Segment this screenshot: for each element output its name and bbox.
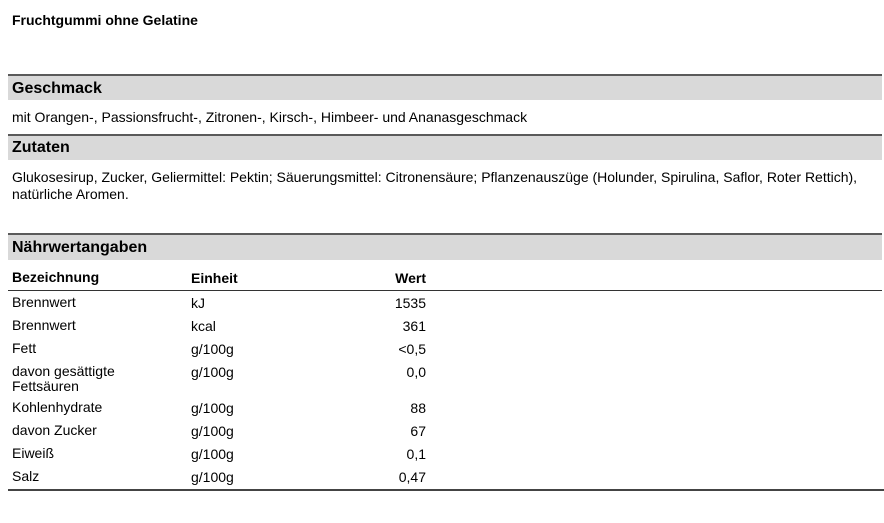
- row-name: Brennwert: [12, 294, 76, 310]
- section-header-geschmack: [8, 74, 882, 100]
- table-row: [8, 360, 882, 396]
- naehrwerte-heading: Nährwertangaben: [12, 239, 148, 256]
- row-value: 1535: [394, 295, 426, 311]
- column-header-name: Bezeichnung: [12, 269, 100, 285]
- section-header-naehrwerte: [8, 233, 882, 260]
- row-unit: g/100g: [191, 341, 234, 357]
- table-row: [8, 442, 882, 465]
- row-unit: g/100g: [191, 364, 234, 380]
- row-value: 0,0: [406, 364, 426, 380]
- column-header-value: Wert: [395, 270, 426, 286]
- row-unit: kJ: [191, 295, 205, 311]
- geschmack-heading: Geschmack: [12, 80, 102, 97]
- row-value: 0,47: [398, 469, 426, 485]
- table-row: [8, 419, 882, 442]
- geschmack-text: mit Orangen-, Passionsfrucht-, Zitronen-, Kirsch-, Himbeer- und Ananasgeschmack: [12, 109, 528, 125]
- table-row: [8, 465, 882, 488]
- table-bottom-divider: [8, 489, 884, 491]
- row-value: 0,1: [406, 446, 426, 462]
- row-name: davon gesättigte Fettsäuren: [12, 363, 115, 394]
- row-unit: kcal: [191, 318, 216, 334]
- row-unit: g/100g: [191, 423, 234, 439]
- row-name: davon Zucker: [12, 422, 97, 438]
- row-name: Eiweiß: [12, 445, 55, 461]
- row-name: Kohlenhydrate: [12, 399, 103, 415]
- row-unit: g/100g: [191, 446, 234, 462]
- row-value: <0,5: [398, 341, 426, 357]
- row-value: 361: [402, 318, 426, 334]
- table-row: [8, 396, 882, 419]
- row-name: Salz: [12, 468, 40, 484]
- zutaten-text: Glukosesirup, Zucker, Geliermittel: Pektin; Säuerungsmittel: Citronensäure; Pflanzenauszüge (Holunder, Spirulina, Saflor, Roter Rettich), natürliche Aromen.: [12, 169, 858, 202]
- row-name: Fett: [12, 340, 37, 356]
- row-value: 88: [410, 400, 426, 416]
- row-unit: g/100g: [191, 400, 234, 416]
- section-header-zutaten: [8, 134, 882, 160]
- nutrition-table-header: [8, 266, 882, 291]
- product-title: Fruchtgummi ohne Gelatine: [12, 12, 198, 28]
- nutrition-table: [8, 266, 882, 488]
- row-unit: g/100g: [191, 469, 234, 485]
- row-name: Brennwert: [12, 317, 76, 333]
- row-value: 67: [410, 423, 426, 439]
- column-header-unit: Einheit: [191, 270, 238, 286]
- table-row: [8, 291, 882, 314]
- table-row: [8, 337, 882, 360]
- zutaten-heading: Zutaten: [12, 139, 70, 156]
- table-row: [8, 314, 882, 337]
